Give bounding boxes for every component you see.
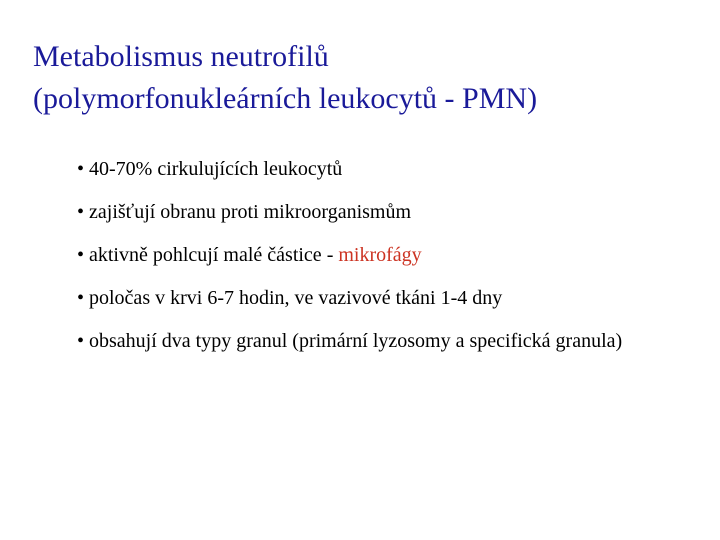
- bullet-list: [77, 157, 677, 372]
- bullet-item: [77, 329, 677, 353]
- bullet-item: [77, 200, 677, 224]
- highlighted-term: mikrofágy: [338, 244, 422, 266]
- title-line-2: (polymorfonukleárních leukocytů - PMN): [33, 82, 538, 115]
- slide-title: [33, 36, 703, 120]
- bullet-item: [77, 286, 677, 310]
- bullet-text: • obsahují dva typy granul (primární lyzosomy a specifická granula): [77, 330, 623, 352]
- bullet-text: • zajišťují obranu proti mikroorganismům: [77, 201, 412, 223]
- title-line-1: Metabolismus neutrofilů: [33, 40, 329, 73]
- bullet-text: • aktivně pohlcují malé částice -: [77, 244, 339, 266]
- bullet-item: [77, 243, 677, 267]
- bullet-item: [77, 157, 677, 181]
- bullet-text: • 40-70% cirkulujících leukocytů: [77, 158, 343, 180]
- bullet-text: • poločas v krvi 6-7 hodin, ve vazivové tkáni 1-4 dny: [77, 287, 503, 309]
